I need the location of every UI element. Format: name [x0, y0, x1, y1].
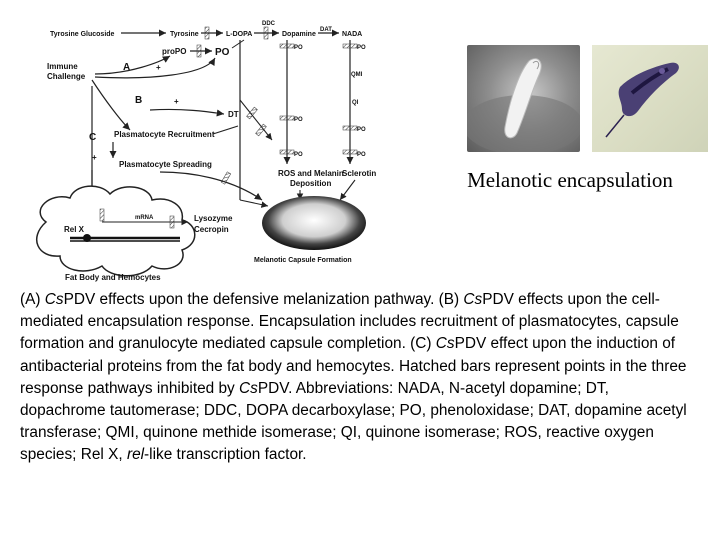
- nada-label: NADA: [342, 31, 363, 38]
- propo-label: proPO: [162, 47, 187, 56]
- arrow-spreading-capsule: [160, 172, 262, 200]
- caption-text: -like transcription factor.: [144, 446, 307, 464]
- photo-caption: Melanotic encapsulation: [467, 168, 673, 192]
- mrna-label: mRNA: [135, 215, 154, 221]
- hatch-bar: [170, 216, 174, 228]
- po-label: PO: [294, 45, 303, 51]
- po-label: PO: [357, 45, 366, 51]
- ddc-label: DDC: [262, 21, 275, 27]
- qi-label: QI: [352, 100, 359, 106]
- arrow-to-dt: [150, 109, 224, 114]
- dt-label: DT: [228, 110, 239, 119]
- hatch-bar: [343, 150, 357, 154]
- po-label: PO: [294, 152, 303, 158]
- hatch-bar: [280, 150, 294, 154]
- hatch-bar: [264, 27, 268, 39]
- caption-italic: Cs: [463, 291, 483, 308]
- hatch-bar: [343, 44, 357, 48]
- hatch-bar: [343, 126, 357, 130]
- tyrosine-label: Tyrosine: [170, 31, 199, 38]
- pathway-a-label: A: [123, 62, 131, 73]
- caption-italic: rel: [126, 446, 145, 464]
- tyrosine-glucoside-label: Tyrosine Glucoside: [50, 31, 115, 38]
- arrow-po-path: [95, 58, 215, 78]
- caption-italic: Cs: [44, 291, 64, 308]
- plus-sign: +: [92, 153, 97, 162]
- caption-text: PDV effects upon the defensive melanization pathway. (B): [63, 291, 464, 308]
- immune-challenge-label: Immune Challenge: [47, 62, 86, 81]
- fat-body-label: Fat Body and Hemocytes: [65, 273, 161, 282]
- pathway-b-label: B: [135, 95, 143, 106]
- dopamine-label: Dopamine: [282, 31, 316, 38]
- plasmatocyte-recruitment-label: Plasmatocyte Recruitment: [114, 130, 215, 139]
- plus-sign: +: [156, 63, 161, 72]
- po-label: PO: [357, 127, 366, 133]
- melanotic-capsule-label: Melanotic Capsule Formation: [254, 257, 352, 264]
- dat-label: DAT: [320, 27, 332, 33]
- hatch-bar: [247, 107, 258, 119]
- caption-italic: Cs: [239, 379, 258, 397]
- lysozyme-cecropin-label: Lysozyme Cecropin: [194, 214, 233, 234]
- hatch-bar: [197, 45, 201, 57]
- figure-caption: [20, 289, 692, 467]
- qmi-label: QMI: [351, 72, 363, 78]
- caption-text: PDV. Abbreviations: NADA, N-acetyl dopamine; DT, dopachrome tautomerase; DDC, DOPA decarboxylase; PO, phenoloxidase; DAT, dopamine acetyl transferase; QMI, quinone methide isomerase; QI, quinone isomerase; ROS, reactive oxygen species; Rel X,: [20, 379, 687, 464]
- fat-body-cloud: [37, 186, 195, 276]
- l-dopa-label: L-DOPA: [226, 31, 253, 38]
- caption-text: (A): [20, 291, 45, 308]
- caption-text: PDV effect upon the induction of antibacterial proteins from the fat body and hemocytes. Hatched bars represent points in the three response pathways inhibited by: [20, 335, 687, 397]
- po-label: PO: [294, 117, 303, 123]
- caption-italic: Cs: [435, 335, 455, 353]
- hatch-bar: [280, 116, 294, 120]
- hatch-bar: [205, 27, 209, 39]
- hatch-bar: [221, 172, 230, 184]
- arrow-dt-branch: [240, 100, 272, 140]
- melanotic-capsule-image: [262, 196, 366, 250]
- po-label: PO: [357, 152, 366, 158]
- hatch-bar: [280, 44, 294, 48]
- pathway-c-label: C: [89, 132, 97, 143]
- sclerotin-label: Sclerotin: [342, 169, 377, 178]
- arrow-ldopa-capsule: [240, 200, 268, 206]
- arrow-sclerotin-capsule: [340, 180, 355, 200]
- melanized-capsule-photo: [592, 45, 708, 152]
- ros-melanin-label: ROS and Melanin Deposition: [278, 169, 344, 188]
- encapsulated-parasite-photo: [467, 45, 580, 152]
- po-main-label: PO: [215, 47, 230, 58]
- arrow-immune-recruitment: [92, 80, 130, 130]
- plus-sign: +: [174, 97, 179, 106]
- hatch-bar: [100, 209, 104, 221]
- caption-text: PDV effects upon the cell-mediated encapsulation response. Encapsulation includes recruitment of plasmatocytes, capsule formation and granulocyte mediated capsule completion. (C): [20, 291, 679, 353]
- rel-x-dot: [83, 234, 91, 242]
- plasmatocyte-spreading-label: Plasmatocyte Spreading: [119, 160, 212, 169]
- arrow-po-ldopa: [232, 40, 244, 48]
- arrow-recruitment-dt: [213, 126, 238, 134]
- rel-x-label: Rel X: [64, 225, 85, 234]
